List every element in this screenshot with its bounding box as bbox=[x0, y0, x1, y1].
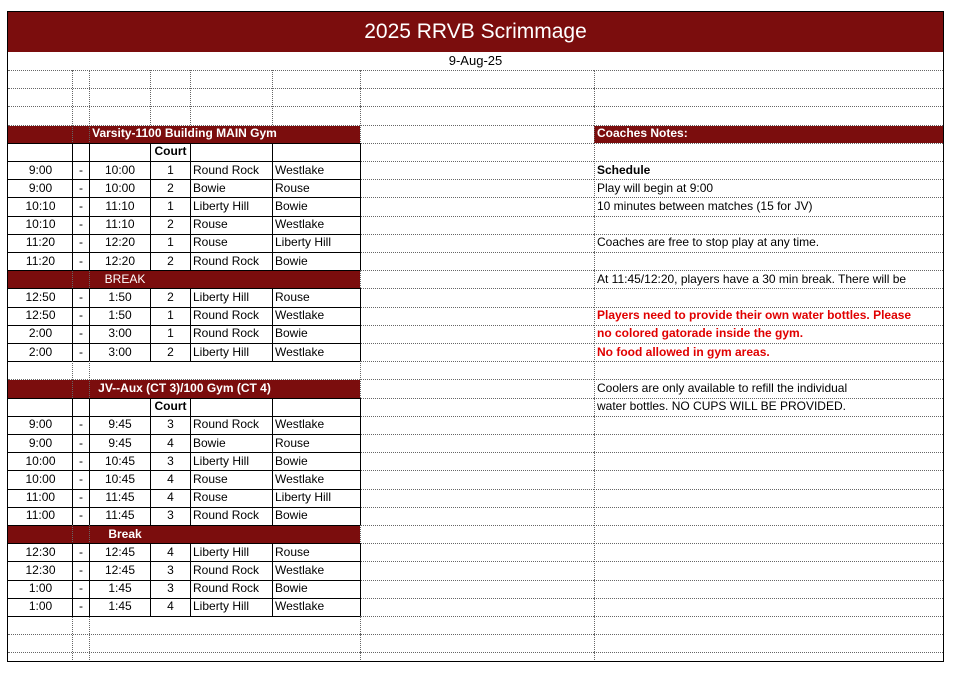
row-line-mid bbox=[360, 143, 594, 144]
row-line-right bbox=[594, 88, 943, 89]
row-line-mid bbox=[360, 398, 594, 399]
match-team-2: Westlake bbox=[275, 417, 325, 432]
match-team-2: Westlake bbox=[275, 162, 325, 177]
table-col-line bbox=[150, 398, 151, 525]
row-line-mid bbox=[360, 197, 594, 198]
table-col-line bbox=[72, 288, 73, 361]
row-line-mid bbox=[360, 88, 594, 89]
time-separator: - bbox=[79, 217, 83, 232]
match-end-time: 9:45 bbox=[108, 417, 132, 432]
col-line bbox=[594, 70, 595, 660]
row-line-right bbox=[594, 561, 943, 562]
match-team-1: Bowie bbox=[193, 180, 226, 195]
time-separator: - bbox=[79, 453, 83, 468]
row-line-mid bbox=[360, 179, 594, 180]
row-line-mid bbox=[360, 652, 594, 653]
jv-break-band bbox=[8, 526, 360, 543]
notes-line: Play will begin at 9:00 bbox=[597, 180, 714, 195]
row-line-mid bbox=[360, 434, 594, 435]
row-line-mid bbox=[360, 106, 594, 107]
match-start-time: 10:10 bbox=[25, 198, 56, 213]
time-separator: - bbox=[79, 198, 83, 213]
table-col-line bbox=[190, 143, 191, 270]
row-line-mid bbox=[360, 416, 594, 417]
jv-break-label: Break bbox=[108, 526, 142, 541]
col-line bbox=[190, 70, 191, 125]
row-line-right bbox=[594, 470, 943, 471]
match-end-time: 12:20 bbox=[104, 253, 136, 268]
row-line-mid bbox=[360, 70, 594, 71]
match-start-time: 10:00 bbox=[25, 471, 56, 486]
row-line-mid bbox=[360, 489, 594, 490]
row-line-mid bbox=[360, 325, 594, 326]
match-team-1: Round Rock bbox=[193, 508, 260, 523]
row-line-mid bbox=[360, 234, 594, 235]
match-end-time: 11:45 bbox=[105, 490, 135, 505]
match-team-1: Rouse bbox=[193, 235, 228, 250]
notes-line: 10 minutes between matches (15 for JV) bbox=[597, 198, 813, 213]
match-end-time: 1:45 bbox=[108, 581, 132, 596]
match-team-1: Rouse bbox=[193, 490, 228, 505]
match-start-time: 11:00 bbox=[25, 508, 56, 523]
match-court: 2 bbox=[167, 180, 174, 195]
match-end-time: 1:50 bbox=[108, 289, 132, 304]
row-line-right bbox=[594, 452, 943, 453]
match-team-2: Bowie bbox=[275, 508, 308, 523]
notes-warning-line: no colored gatorade inside the gym. bbox=[597, 326, 804, 341]
match-court: 2 bbox=[167, 217, 174, 232]
match-end-time: 3:00 bbox=[108, 326, 132, 341]
time-separator: - bbox=[79, 289, 83, 304]
match-start-time: 1:00 bbox=[28, 581, 53, 596]
time-separator: - bbox=[79, 344, 83, 359]
table-col-line bbox=[272, 143, 273, 270]
match-end-time: 10:45 bbox=[104, 453, 136, 468]
row-line-left bbox=[8, 70, 360, 71]
row-line-right bbox=[594, 543, 943, 544]
table-col-line bbox=[360, 543, 361, 616]
row-line-mid bbox=[360, 634, 594, 635]
table-col-line bbox=[190, 288, 191, 361]
row-line-mid bbox=[360, 161, 594, 162]
match-start-time: 9:00 bbox=[28, 417, 53, 432]
time-separator: - bbox=[79, 180, 83, 195]
event-date: 9-Aug-25 bbox=[448, 53, 503, 68]
time-separator: - bbox=[79, 162, 83, 177]
match-court: 3 bbox=[167, 562, 174, 577]
match-start-time: 12:50 bbox=[25, 308, 56, 323]
match-team-1: Liberty Hill bbox=[193, 453, 250, 468]
col-line bbox=[150, 70, 151, 125]
row-line-left bbox=[8, 106, 360, 107]
match-end-time: 10:45 bbox=[104, 471, 136, 486]
row-line-mid bbox=[360, 252, 594, 253]
time-separator: - bbox=[79, 326, 83, 341]
row-line-left bbox=[8, 88, 360, 89]
match-end-time: 3:00 bbox=[108, 344, 132, 359]
match-court: 2 bbox=[167, 253, 174, 268]
match-team-1: Liberty Hill bbox=[193, 544, 250, 559]
row-line-mid bbox=[360, 361, 594, 362]
match-team-2: Liberty Hill bbox=[275, 490, 332, 505]
row-line-left bbox=[8, 634, 360, 635]
row-line-mid bbox=[360, 343, 594, 344]
time-separator: - bbox=[79, 599, 83, 614]
match-team-1: Round Rock bbox=[193, 162, 260, 177]
match-court: 3 bbox=[167, 417, 174, 432]
table-col-line bbox=[360, 288, 361, 361]
match-court: 1 bbox=[167, 198, 174, 213]
row-line-right bbox=[594, 652, 943, 653]
match-team-2: Bowie bbox=[275, 453, 308, 468]
match-end-time: 1:50 bbox=[108, 308, 132, 323]
notes-line: Coaches are free to stop play at any time. bbox=[597, 235, 820, 250]
match-team-2: Westlake bbox=[275, 599, 325, 614]
match-court: 1 bbox=[167, 326, 174, 341]
match-start-time: 10:10 bbox=[25, 217, 56, 232]
row-line-mid bbox=[360, 470, 594, 471]
jv-header: JV--Aux (CT 3)/100 Gym (CT 4) bbox=[98, 380, 271, 395]
table-col-line bbox=[150, 543, 151, 616]
match-court: 4 bbox=[167, 435, 174, 450]
match-court: 4 bbox=[167, 471, 174, 486]
match-team-2: Bowie bbox=[275, 253, 308, 268]
time-separator: - bbox=[79, 308, 83, 323]
row-line-mid bbox=[360, 543, 594, 544]
match-team-2: Rouse bbox=[275, 544, 310, 559]
match-team-1: Liberty Hill bbox=[193, 599, 250, 614]
row-line-right bbox=[594, 489, 943, 490]
match-court: 3 bbox=[167, 453, 174, 468]
match-end-time: 11:10 bbox=[105, 198, 135, 213]
match-start-time: 9:00 bbox=[28, 435, 53, 450]
match-court: 2 bbox=[167, 344, 174, 359]
match-end-time: 12:45 bbox=[104, 562, 136, 577]
match-start-time: 1:00 bbox=[28, 599, 53, 614]
match-team-1: Round Rock bbox=[193, 326, 260, 341]
time-separator: - bbox=[79, 508, 83, 523]
match-start-time: 11:00 bbox=[25, 490, 56, 505]
col-line bbox=[272, 70, 273, 125]
match-court: 4 bbox=[167, 544, 174, 559]
match-end-time: 11:10 bbox=[105, 217, 135, 232]
row-line-mid bbox=[360, 616, 594, 617]
match-team-1: Round Rock bbox=[193, 417, 260, 432]
row-line-right bbox=[594, 106, 943, 107]
row-line-right bbox=[594, 525, 943, 526]
varsity-break-label: BREAK bbox=[104, 271, 146, 286]
match-team-2: Rouse bbox=[275, 289, 310, 304]
match-team-1: Liberty Hill bbox=[193, 198, 250, 213]
time-separator: - bbox=[79, 562, 83, 577]
match-team-1: Round Rock bbox=[193, 581, 260, 596]
jv-court-label: Court bbox=[154, 399, 187, 414]
row-line-mid bbox=[360, 307, 594, 308]
match-team-2: Westlake bbox=[275, 308, 325, 323]
match-start-time: 10:00 bbox=[25, 453, 56, 468]
time-separator: - bbox=[79, 235, 83, 250]
row-line-mid bbox=[360, 598, 594, 599]
match-end-time: 10:00 bbox=[104, 162, 136, 177]
row-line-mid bbox=[360, 216, 594, 217]
table-col-line bbox=[360, 143, 361, 270]
match-team-2: Rouse bbox=[275, 435, 310, 450]
match-team-2: Westlake bbox=[275, 562, 325, 577]
match-start-time: 2:00 bbox=[28, 344, 53, 359]
match-start-time: 2:00 bbox=[28, 326, 53, 341]
time-separator: - bbox=[79, 435, 83, 450]
varsity-court-label: Court bbox=[154, 144, 187, 159]
notes-header: Coaches Notes: bbox=[597, 126, 688, 141]
match-end-time: 11:45 bbox=[105, 508, 135, 523]
match-court: 3 bbox=[167, 581, 174, 596]
sheet-title: 2025 RRVB Scrimmage bbox=[364, 20, 587, 43]
table-col-line bbox=[72, 143, 73, 270]
time-separator: - bbox=[79, 581, 83, 596]
match-team-1: Liberty Hill bbox=[193, 344, 250, 359]
table-col-line bbox=[72, 543, 73, 616]
match-start-time: 9:00 bbox=[28, 180, 53, 195]
table-col-line bbox=[89, 398, 90, 525]
time-separator: - bbox=[79, 471, 83, 486]
match-start-time: 12:30 bbox=[25, 562, 56, 577]
row-line-left bbox=[8, 652, 360, 653]
table-col-line bbox=[72, 398, 73, 525]
match-team-1: Liberty Hill bbox=[193, 289, 250, 304]
notes-line: Coolers are only available to refill the individual bbox=[597, 380, 848, 395]
varsity-break-band bbox=[8, 271, 360, 288]
table-col-line bbox=[272, 543, 273, 616]
row-line-right bbox=[594, 434, 943, 435]
table-col-line bbox=[150, 288, 151, 361]
match-team-2: Rouse bbox=[275, 180, 310, 195]
match-end-time: 10:00 bbox=[104, 180, 136, 195]
match-team-1: Round Rock bbox=[193, 562, 260, 577]
table-col-line bbox=[89, 143, 90, 270]
match-team-1: Bowie bbox=[193, 435, 226, 450]
notes-schedule-heading: Schedule bbox=[597, 162, 651, 177]
row-line-right bbox=[594, 70, 943, 71]
match-court: 1 bbox=[167, 308, 174, 323]
schedule-sheet bbox=[7, 11, 944, 662]
row-line-right bbox=[594, 507, 943, 508]
time-separator: - bbox=[79, 490, 83, 505]
match-team-2: Liberty Hill bbox=[275, 235, 332, 250]
row-line-mid bbox=[360, 525, 594, 526]
table-col-line bbox=[89, 288, 90, 361]
row-line-mid bbox=[360, 580, 594, 581]
table-col-line bbox=[150, 143, 151, 270]
match-team-2: Westlake bbox=[275, 217, 325, 232]
match-end-time: 1:45 bbox=[108, 599, 132, 614]
row-line-mid bbox=[360, 507, 594, 508]
match-court: 1 bbox=[167, 235, 174, 250]
row-line-right bbox=[594, 580, 943, 581]
table-col-line bbox=[272, 398, 273, 525]
row-line-mid bbox=[360, 288, 594, 289]
row-line-mid bbox=[360, 561, 594, 562]
row-line-right bbox=[594, 616, 943, 617]
match-team-1: Rouse bbox=[193, 217, 228, 232]
table-col-line bbox=[272, 288, 273, 361]
match-court: 3 bbox=[167, 508, 174, 523]
time-separator: - bbox=[79, 253, 83, 268]
match-end-time: 12:20 bbox=[104, 235, 136, 250]
row-line-mid bbox=[360, 452, 594, 453]
row-line-right bbox=[594, 598, 943, 599]
time-separator: - bbox=[79, 417, 83, 432]
row-line-right bbox=[594, 634, 943, 635]
notes-line: At 11:45/12:20, players have a 30 min break. There will be bbox=[597, 271, 907, 286]
match-team-2: Bowie bbox=[275, 581, 308, 596]
time-separator: - bbox=[79, 544, 83, 559]
match-team-2: Westlake bbox=[275, 344, 325, 359]
match-end-time: 9:45 bbox=[108, 435, 132, 450]
notes-warning-line: Players need to provide their own water bottles. Please bbox=[597, 308, 912, 323]
match-start-time: 12:50 bbox=[25, 289, 56, 304]
match-court: 4 bbox=[167, 490, 174, 505]
table-col-line bbox=[360, 398, 361, 525]
match-start-time: 12:30 bbox=[25, 544, 56, 559]
row-line-mid bbox=[360, 125, 594, 126]
varsity-header: Varsity-1100 Building MAIN Gym bbox=[92, 126, 277, 141]
match-start-time: 9:00 bbox=[28, 162, 53, 177]
match-start-time: 11:20 bbox=[25, 235, 56, 250]
row-line-mid bbox=[360, 379, 594, 380]
table-col-line bbox=[190, 543, 191, 616]
match-team-2: Bowie bbox=[275, 326, 308, 341]
match-team-2: Bowie bbox=[275, 198, 308, 213]
match-court: 1 bbox=[167, 162, 174, 177]
notes-line: water bottles. NO CUPS WILL BE PROVIDED. bbox=[597, 399, 846, 414]
match-end-time: 12:45 bbox=[104, 544, 136, 559]
match-start-time: 11:20 bbox=[25, 253, 56, 268]
match-team-1: Rouse bbox=[193, 471, 228, 486]
match-court: 2 bbox=[167, 289, 174, 304]
match-team-2: Westlake bbox=[275, 471, 325, 486]
notes-warning-line: No food allowed in gym areas. bbox=[597, 344, 770, 359]
match-team-1: Round Rock bbox=[193, 308, 260, 323]
match-court: 4 bbox=[167, 599, 174, 614]
row-line-mid bbox=[360, 270, 594, 271]
match-team-1: Round Rock bbox=[193, 253, 260, 268]
table-col-line bbox=[190, 398, 191, 525]
table-col-line bbox=[89, 543, 90, 616]
